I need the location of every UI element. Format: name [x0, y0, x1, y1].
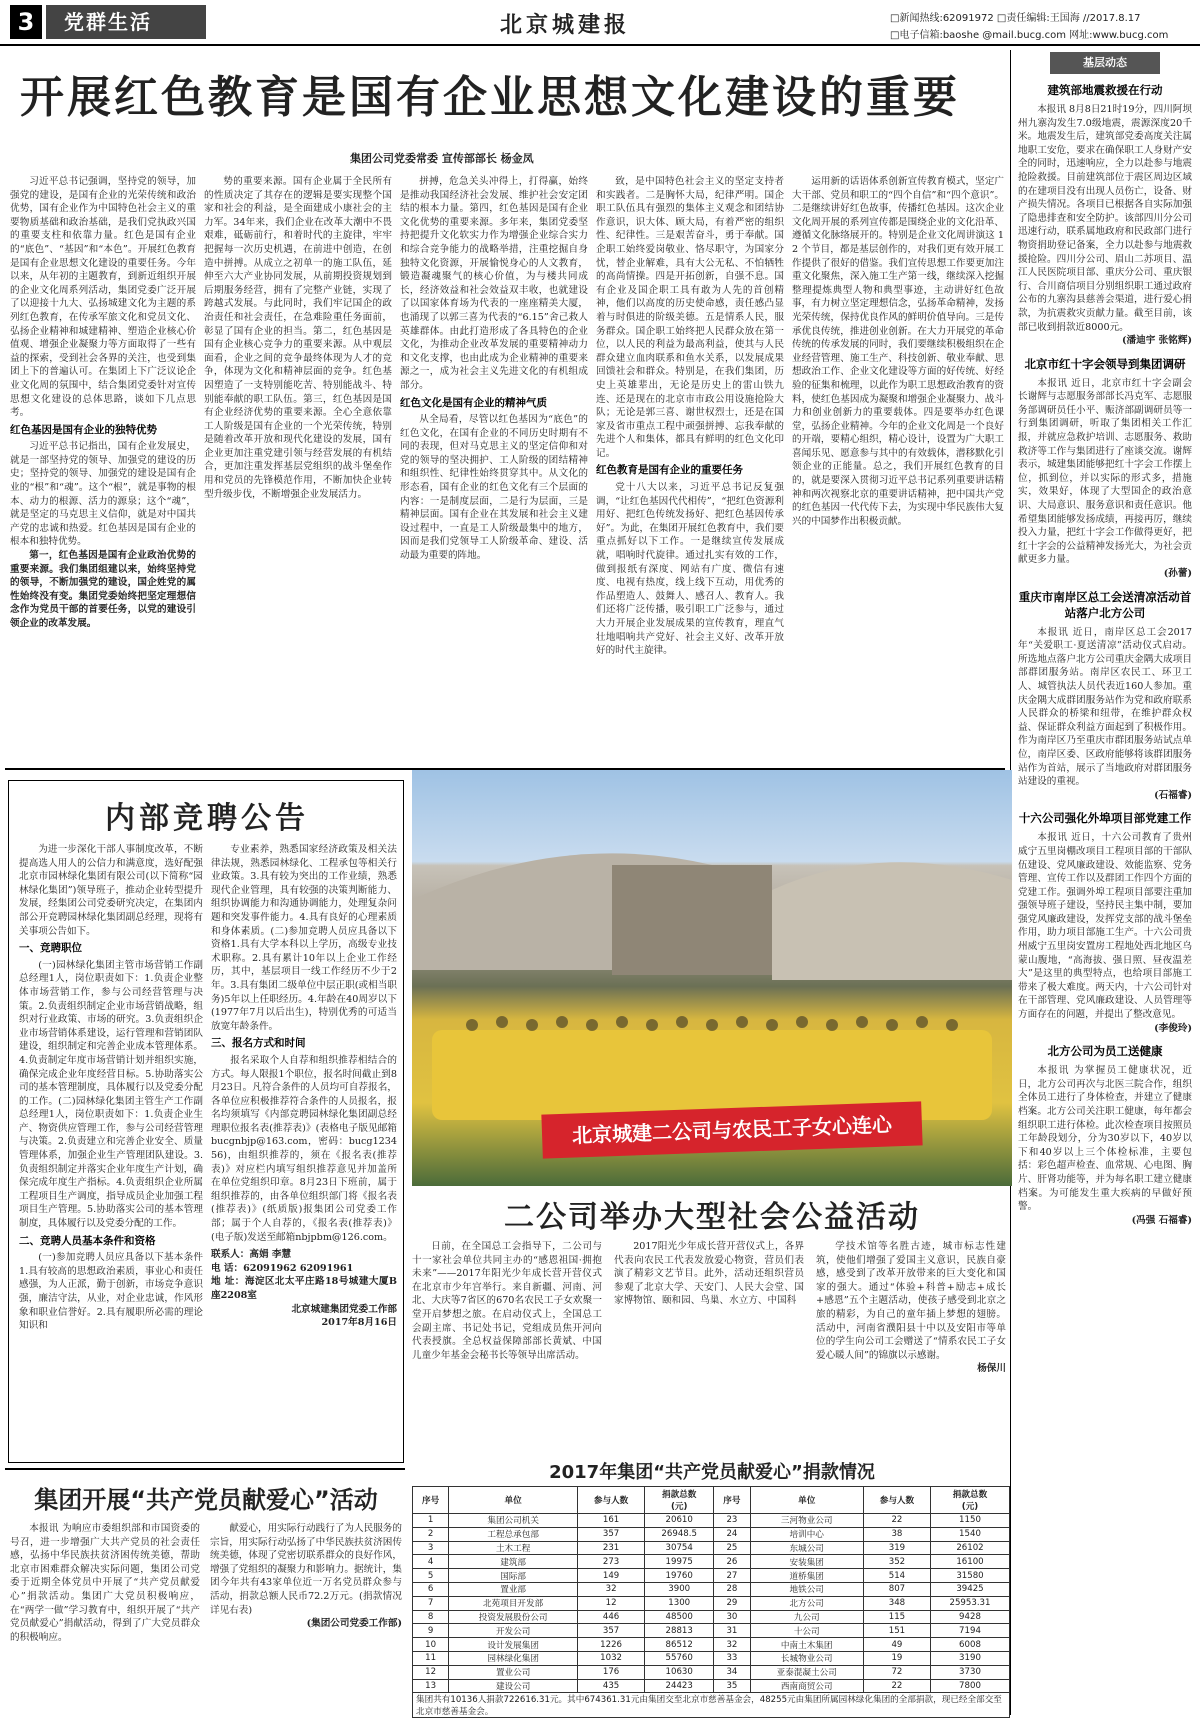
paragraph: 本报讯 8月8日21时19分，四川阿坝州九寨沟发生7.0级地震，震源深度20千米。地震发生后，建筑部党委高度关注属地职工安危，要求在确保职工人身财产安全的同时，迅速响应，全力以赴参与地震抢险救援。目前建筑部位于震区周边区域的在建项目没有出现人员伤亡，设备、财产损失情况。各项目已根据各自实际加强了隐患排查和安全防护。该部四川分公司迅速行动，联系属地政府和民政部门进行物资捐助登记备案，全力以赴参与地震救援抢险。四川分公司、眉山二苏项目、温江人民医院项目部、重庆分公司、重庆银行、合川商信项目分别组织职工通过政府公布的九寨沟县慈善会渠道，进行爱心捐款，为抗震救灾贡献力量。截至目前，该部已收到捐款近8000元。 — [1018, 104, 1192, 333]
notice-col2 — [211, 843, 397, 1455]
table-cell: 161 — [578, 1514, 645, 1528]
activity-col1 — [412, 1240, 602, 1450]
table-cell: 352 — [863, 1555, 930, 1569]
table-header-row — [413, 1487, 1010, 1514]
table-cell: 22 — [863, 1679, 930, 1692]
contact-info: 联系人：高娟 李慧 电 话：62091962 62091961 地 址：海淀区北太平庄路18号城建大厦B座2208室 — [211, 1249, 397, 1301]
subheading: 一、竞聘职位 — [19, 942, 82, 955]
table-cell: 3 — [413, 1541, 449, 1555]
table-row — [413, 1514, 1010, 1528]
paragraph: 第一，红色基因是国有企业政治优势的重要来源。我们集团组建以来，始终坚持党的领导，不断加强党的建设，国企姓党的属性始终没有变。集团党委始终把坚定理想信念作为党员干部的首要任务，以党的建设引领企业的改革发展。 — [10, 550, 196, 629]
paragraph: 运用新的话语体系创新宣传教育模式，坚定广大干部、党员和职工的“四个自信”和“四个意识”。二是继续讲好红色故事，传播红色基因。这次企业文化周开展的系列宣传都是围绕企业的文化沿革、遵循文化脉络展开的。特别是企业文化周讲演这 12 个节目，都是基层创作的，对我们更有效开展工作提供了很好的借鉴。我们宣传思想工作要更加注重文化聚焦，深入施工生产第一线，继续深入挖掘整理提炼典型人物和典型事迹，主动讲好红色故事，有力树立坚定理想信念，弘扬革命精神，发扬光荣传统，保持优良作风的鲜明价值导向。三是传承优良传统，推进创业创新。在大力开展党的革命传统的传承发展的同时，我们要继续积极组织在企业经营管理、施工生产、科技创新、敬业奉献、思想政治工作、企业文化建设等方面的好传统、好经验的征集和梳理，以此作为职工思想政治教育的资料，使红色基因成为凝聚和增强企业凝聚力、战斗力和创业创新力的重要载体。四是要举办红色课堂，弘扬企业精神。今年的企业文化周是一个良好的开端，要精心组织，精心设计，设置为广大职工喜闻乐见、愿意参与其中的有效载体，潜移默化引领企业的正能量。总之，我们开展红色教育的目的，就是要深入贯彻习近平总书记系列重要讲话精神和两次视察北京的重要讲话精神，把中国共产党的红色基因一代代传下去，为实现中华民族伟大复兴的中国梦作出积极贡献。 — [792, 176, 1004, 527]
table-cell: 培训中心 — [750, 1527, 863, 1541]
table-cell: 九公司 — [750, 1610, 863, 1624]
table-cell: 22 — [863, 1514, 930, 1528]
subheading: 红色基因是国有企业的独特优势 — [10, 423, 157, 436]
paragraph: 势的重要来源。国有企业属于全民所有的性质决定了其存在的逻辑是要实现整个国家和社会的利益，是全面建成小康社会的主力军。34年来，我们企业在改革大潮中不畏艰难，砥砺前行，和着时代的主旋律，牢牢把握每一次历史机遇，在前进中创造，在创造中拼搏。从成立之初单一的施工队伍，延伸至六大产业协同发展，从前期投资规划到后期服务经营，拥有了完整产业链，实现了跨越式发展。与此同时，我们牢记国企的政治责任和社会责任，在急难险重任务面前，彰显了国有企业的担当。第二，红色基因是国有企业核心竞争力的重要来源。从中观层面看，企业之间的竞争最终体现为人才的竞争，体现为文化和精神层面的竞争。红色基因塑造了一支特别能吃苦、特别能战斗、特别能奉献的职工队伍。第三，红色基因是国有企业经济优势的重要来源。全心全意依靠工人阶级是国有企业的一个光荣传统，特别是随着改革开放和现代化建设的发展，国有企业更加注重党建引领与经营发展的有机结合，更加注重发挥基层党组织的战斗堡垒作用和党员的先锋模范作用，不断加快企业转型升级步伐，不断增强企业发展活力。 — [204, 176, 392, 500]
table-cell: 11 — [413, 1651, 449, 1665]
table-cell: 7194 — [930, 1624, 1009, 1638]
table-cell: 30 — [714, 1610, 750, 1624]
table-cell: 55760 — [645, 1651, 714, 1665]
table-cell: 19975 — [645, 1555, 714, 1569]
table-cell: 26102 — [930, 1541, 1009, 1555]
recruitment-notice — [8, 780, 404, 1463]
table-cell: 园林绿化集团 — [449, 1651, 578, 1665]
table-cell: 北方公司 — [750, 1596, 863, 1610]
main-article-col5 — [792, 175, 1004, 765]
table-cell: 26 — [714, 1555, 750, 1569]
table-cell: 29 — [714, 1596, 750, 1610]
table-row — [413, 1527, 1010, 1541]
bottom-article-title: 集团开展“共产党员献爱心”活动 — [34, 1486, 378, 1514]
donation-footnote: 集团共有10136人捐款722616.31元。其中674361.31元由集团交至北京市慈善基金会，48255元由集团所属园林绿化集团的全部捐款，现已经全部交至北京市慈善基金会。 — [412, 1692, 1010, 1718]
table-row — [413, 1610, 1010, 1624]
table-cell: 西南商贸公司 — [750, 1679, 863, 1692]
table-cell: 31580 — [930, 1569, 1009, 1583]
page-number: 3 — [10, 5, 42, 39]
table-cell: 35 — [714, 1679, 750, 1692]
table-cell: 东城公司 — [750, 1541, 863, 1555]
donation-table-title: 2017年集团“共产党员献爱心”捐款情况 — [549, 1462, 875, 1483]
table-cell: 6008 — [930, 1638, 1009, 1652]
paragraph: (一)园林绿化集团主管市场营销工作副总经理1人，岗位职责如下：1.负责企业整体市场营销工作，参与公司经营管理与决策。2.负责组织制定企业市场营销战略，组织对行业政策、市场的研究。3.负责组织企业市场营销体系建设，运行管理和营销团队建设，组织制定和完善企业成本管理体系。4.负责制定年度市场营销计划并组织实施，确保完成企业年度经营目标。5.协助落实公司的基本管理制度，具体履行以及党委分配的工作。(二)园林绿化集团主管生产工作副总经理1人，岗位职责如下：1.负责企业生产、物资供应管理工作，参与公司经营管理与决策。2.负责建立和完善企业安全、质量管理体系，加强企业生产管理团队建设。3.负责组织制定并落实企业年度生产计划，确保完成年度生产指标。4.负责组织企业所属工程项目生产调度，指导成员企业加强工程项目生产管理。5.协助落实公司的基本管理制度，具体履行以及党委分配的工作。 — [19, 959, 203, 1230]
table-row — [413, 1624, 1010, 1638]
paragraph: (一)参加竞聘人员应具备以下基本条件1.具有较高的思想政治素质，事业心和责任感强，为人正派，勤于创新，市场竞争意识强，廉洁守法，从业，对企业忠诚，作风形象和职业信誉好。2.具有履职所必需的理论知识和 — [19, 1252, 203, 1332]
table-cell: 1540 — [930, 1527, 1009, 1541]
notice-col1 — [19, 843, 203, 1455]
table-cell: 20610 — [645, 1514, 714, 1528]
table-cell: 10630 — [645, 1665, 714, 1679]
table-cell: 工程总承包部 — [449, 1527, 578, 1541]
table-cell: 10 — [413, 1638, 449, 1652]
table-cell: 3900 — [645, 1582, 714, 1596]
sidebar-title: 重庆市南岸区总工会送清凉活动首站落户北方公司 — [1018, 589, 1192, 620]
table-cell: 7 — [413, 1596, 449, 1610]
sidebar-news — [1018, 52, 1192, 1717]
table-cell: 2 — [413, 1527, 449, 1541]
paragraph: 党十八大以来，习近平总书记反复强调，“让红色基因代代相传”，“把红色资源利用好、把红色传统发扬好、把红色基因传承好”。为此，在集团开展红色教育中，我们要重点抓好以下工作。一是继续宣传发展成就，唱响时代旋律。通过扎实有效的工作，做到报纸有深度、网站有广度、微信有速度、电视有热度，线上线下互动，用优秀的作品塑造人、鼓舞人、感召人、教育人。我们还将广泛传播，吸引职工广泛参与，通过大力开展企业发展成果的宣传教育，理直气壮地唱响共产党好、社会主义好、改革开放好的时代主旋律。 — [596, 482, 784, 657]
table-header-cell: 参与人数 — [863, 1487, 930, 1514]
table-cell: 中南土木集团 — [750, 1638, 863, 1652]
table-row — [413, 1569, 1010, 1583]
table-cell: 149 — [578, 1569, 645, 1583]
table-cell: 28 — [714, 1582, 750, 1596]
paragraph: 本报讯 近日，南岸区总工会2017年“关爱职工·夏送清凉”活动仪式启动。所选地点落户北方公司重庆金隅大成项目部群团服务站。南岸区农民工、环卫工人、城管执法人员代表近160人参加。重庆金隅大成群团服务站作为党和政府联系人民群众的桥梁和纽带，在维护群众权益、保证群众利益方面起到了积极作用。作为南岸区乃至重庆市群团服务站试点单位，南岸区委、区政府能够将该群团服务站作为首站，展示了当地政府对群团服务站建设的重视。 — [1018, 626, 1192, 788]
sidebar-title: 十六公司强化外埠项目部党建工作 — [1018, 811, 1192, 826]
table-cell: 319 — [863, 1541, 930, 1555]
table-header-cell: 序号 — [413, 1487, 449, 1514]
table-cell: 435 — [578, 1679, 645, 1692]
paragraph: 本报讯 近日，北京市红十字会副会长谢辉与志愿服务部部长冯克军、志愿服务部调研员任小平、赈济部副调研员等一行到集团调研，听取了集团相关工作汇报，并就应急救护培训、志愿服务、救助救济等工作与集团进行了座谈交流。谢辉表示，城建集团能够把红十字会工作摆上位，抓到位，并以实际的形式多，措施实，效果好，体现了大型国企的政治意识、大局意识、服务意识和责任意识。他希望集团能够发扬成绩，再接再厉，继续投入力量，把红十字会工作做得更好，把红十字会的公益精神发扬光大，为社会贡献更多力量。 — [1018, 377, 1192, 566]
table-cell: 26948.5 — [645, 1527, 714, 1541]
paragraph: 日前，在全国总工会指导下，二公司与十一家社会单位共同主办的“感恩祖国·拥抱未来”——2017年阳光少年成长营开营仪式在北京市少年宫举行。来自新疆、河南、河北、大庆等7省区的670名农民工子女欢聚一堂开启梦想之旅。在启动仪式上，全国总工会副主席、书记处书记，党组成员焦开河向代表授旗。全总权益保障部部长黄斌、中国儿童少年基金会秘书长等领导出席活动。 — [412, 1241, 602, 1361]
table-cell: 24423 — [645, 1679, 714, 1692]
main-article-col1 — [10, 175, 196, 765]
activity-title: 二公司举办大型社会公益活动 — [504, 1200, 920, 1235]
table-cell: 32 — [714, 1638, 750, 1652]
table-cell: 投资发展股份公司 — [449, 1610, 578, 1624]
page-header — [0, 0, 1200, 46]
table-cell: 7800 — [930, 1679, 1009, 1692]
table-cell: 9428 — [930, 1610, 1009, 1624]
table-header-cell: 参与人数 — [578, 1487, 645, 1514]
table-cell: 6 — [413, 1582, 449, 1596]
table-cell: 1150 — [930, 1514, 1009, 1528]
table-cell: 地铁公司 — [750, 1582, 863, 1596]
table-cell: 1 — [413, 1514, 449, 1528]
table-cell: 39425 — [930, 1582, 1009, 1596]
table-cell: 长城物业公司 — [750, 1651, 863, 1665]
notice-signature: 北京城建集团党委工作部 — [291, 1303, 397, 1315]
table-cell: 1032 — [578, 1651, 645, 1665]
byline: (潘迪宇 张铭辉) — [1122, 335, 1192, 347]
table-row — [413, 1665, 1010, 1679]
table-cell: 176 — [578, 1665, 645, 1679]
table-cell: 231 — [578, 1541, 645, 1555]
paragraph: 本报讯 近日，十六公司教育了贵州威宁五里岗棚改项目工程项目部的干部队伍建设、党风廉政建设、效能监察、党务管理、宣传工作以及群团工作四个方面的党建工作。强调外埠工程项目部要注重加强领导班子建设，坚持民主集中制，要加强党风廉政建设，发挥党支部的战斗堡垒作用，助力项目部施工生产。十六公司贵州威宁五里岗安置房工程地处西北地区乌蒙山腹地，“高海拔、强日照、昼夜温差大”是这里的典型特点，也给项目部施工带来了极大难度。两天内，十六公司针对在干部管理、党风廉政建设、人员管理等方面存在的问题，并提出了整改意见。 — [1018, 832, 1192, 1021]
table-row — [413, 1651, 1010, 1665]
table-cell: 1226 — [578, 1638, 645, 1652]
table-cell: 19760 — [645, 1569, 714, 1583]
donation-table-wrap — [412, 1486, 1010, 1692]
sidebar-title: 北京市红十字会领导到集团调研 — [1024, 356, 1186, 371]
table-cell: 24 — [714, 1527, 750, 1541]
paragraph: 报名采取个人自荐和组织推荐相结合的方式。每人限报1个职位，报名时间截止到8月23日。凡符合条件的人员均可自荐报名，各单位应积极推荐符合条件的人员报名，报名均须填写《内部竞聘园林绿化集团副总经理职位报名表(推荐表)》(表格电子版见邮箱bucgnbjp@163.com，密码：bucg123456)，由组织推荐的，须在《报名表(推荐表)》对应栏内填写组织推荐意见并加盖所在单位党组织印章。8月23日下班前，属于组织推荐的，由各单位组织部门将《报名表(推荐表)》(纸质版)报集团公司党委工作部；属于个人自荐的，《报名表(推荐表)》(电子版)发送至邮箱nbjpbm@126.com。 — [211, 1054, 397, 1243]
table-header-cell: 捐款总数 (元) — [930, 1487, 1009, 1514]
table-cell: 25953.31 — [930, 1596, 1009, 1610]
table-cell: 3190 — [930, 1651, 1009, 1665]
header-info-line1: □新闻热线:62091972 □责任编辑:王国海 //2017.8.17 — [890, 13, 1141, 24]
table-header-cell: 单位 — [750, 1487, 863, 1514]
table-cell: 48500 — [645, 1610, 714, 1624]
main-article-col3 — [400, 175, 588, 765]
paragraph: 学技术馆等名胜古迹，城市标志性建筑，使他们增强了爱国主义意识，民族自豪感，感受到了改革开放带来的巨大变化和国家的强大。通过“体验+科普+励志+成长+感恩”五个主题活动，使孩子感受到北京之旅的精彩，为自己的童年插上梦想的翅膀。活动中，河南省濮阳县十中以及安阳市等单位的学生向公司工会赠送了“情系农民工子女爱心暖人间”的锦旗以示感谢。 — [816, 1241, 1006, 1361]
paragraph: 拼搏，危急关头冲得上，打得赢，始终是推动我国经济社会发展、维护社会安定团结的根本力量。第四，红色基因是国有企业文化优势的重要来源。多年来，集团党委坚持把提升文化软实力作为增强企业综合实力和综合竞争能力的战略举措，注重挖掘自身独特文化资源，开展愉悦身心的人文教育，锻造凝魂聚气的核心价值，为与楼共同成长，经济效益和社会效益双丰收，也就建设了以国家体育场为代表的一座座精美大厦，也涌现了以郭三喜为代表的“6.15”舍己救人英雄群体。由此打造形成了各具特色的企业文化，为推动企业改革发展的重要精神动力和文化支撑，也由此成为企业精神的重要来源之一，成为社会主义先进文化的有机组成部分。 — [400, 176, 588, 391]
table-cell: 国际部 — [449, 1569, 578, 1583]
table-cell: 34 — [714, 1665, 750, 1679]
table-row — [413, 1555, 1010, 1569]
table-cell: 十公司 — [750, 1624, 863, 1638]
table-cell: 9 — [413, 1624, 449, 1638]
table-cell: 25 — [714, 1541, 750, 1555]
paragraph: 2017阳光少年成长营开营仪式上，各界代表向农民工代表发放爱心物资，营员们表演了精彩文艺节目。此外，活动还组织营员参观了北京大学、天安门、人民大会堂、国家博物馆、颐和园、鸟巢、水立方、中国科 — [614, 1241, 804, 1307]
notice-title: 内部竞聘公告 — [105, 801, 309, 836]
table-cell: 3730 — [930, 1665, 1009, 1679]
paragraph: 从全局看，尽管以红色基因为“底色”的红色文化，在国有企业的不同历史时期有不同的表现，但对马克思主义的坚定信仰和对党的领导的坚决拥护、工人阶级的团结精神和组织性、纪律性始终贯穿其中。从文化的形态看，国有企业的红色文化有三个层面的内容：一是制度层面，二是行为层面，三是精神层面。国有企业在其发展和社会主义建设过程中，一直是工人阶级最集中的地方，因而是我们党领导工人阶级革命、建设、活动最为重要的阵地。 — [400, 414, 588, 562]
table-cell: 16100 — [930, 1555, 1009, 1569]
newspaper-name: 北京城建报 — [500, 12, 631, 38]
table-cell: 27 — [714, 1569, 750, 1583]
table-cell: 置业公司 — [449, 1665, 578, 1679]
table-cell: 31 — [714, 1624, 750, 1638]
paragraph: 习近平总书记强调，坚持党的领导，加强党的建设，是国有企业的光荣传统和政治优势，国有企业作为中国特色社会主义的重要物质基础和政治基础，是我们党执政兴国的重要支柱和依靠力量。红色是国有企业的“底色”、“基因”和“本色”。开展红色教育是国有企业思想文化建设的重要任务。今年以来，从年初的主题教育，到新近组织开展的企业文化周系列活动，集团党委广泛开展了以迎接十九大、弘扬城建文化为主题的系列红色教育，在传承军旅文化和党员文化、弘扬企业精神和城建精神、塑造企业核心价值观、增强企业凝聚力等方面取得了一些有益的探索，受到社会各界的关注，也受到集团上下的普遍认可。在集团上下广泛议论企业文化周的氛围中，结合集团党委针对宣传思想文化建设的总体思路，谈如下几点思考。 — [10, 176, 196, 419]
table-cell: 32 — [578, 1582, 645, 1596]
paragraph: 本报讯 为响应市委组织部和市国资委的号召，进一步增强广大共产党员的社会责任感，弘扬中华民族扶贫济困传统美德，帮助北京市困难群众解决实际问题，集团公司党委于近期全体党员中开展了“共产党员献爱心”捐款活动。集团广大党员积极响应，在“两学一做”学习教育中，组织开展了“共产党员献爱心”捐献活动，得到了广大党员群众的积极响应。 — [10, 1523, 200, 1643]
table-cell: 设计发展集团 — [449, 1638, 578, 1652]
table-row — [413, 1596, 1010, 1610]
table-header-cell: 捐款总数 (元) — [645, 1487, 714, 1514]
sidebar-title: 北方公司为员工送健康 — [1047, 1044, 1163, 1059]
table-cell: 安装集团 — [750, 1555, 863, 1569]
table-cell: 72 — [863, 1665, 930, 1679]
table-cell: 38 — [863, 1527, 930, 1541]
byline: 杨保川 — [977, 1363, 1006, 1375]
paragraph: 习近平总书记指出，国有企业发展史，就是一部坚持党的领导、加强党的建设的历史；坚持党的领导、加强党的建设是国有企业的“根”和“魂”。这个“根”，就是事物的根本、动力的根源、活力的源泉；这个“魂”，就是坚定的马克思主义信仰，就是对中国共产党的忠诚和热爱。红色基因是国有企业的根本和独特优势。 — [10, 441, 196, 548]
donation-table — [412, 1486, 1010, 1692]
table-cell: 建设公司 — [449, 1679, 578, 1692]
table-cell: 446 — [578, 1610, 645, 1624]
paragraph: 致，是中国特色社会主义的坚定支持者和实践者。二是胸怀大局，纪律严明。国企职工队伍具有强烈的集体主义观念和团结协作意识，识大体、顾大局，有着严密的组织性、纪律性。三是艰苦奋斗，勇于奉献。国企职工始终爱岗敬业、恪尽职守，为国家分忧，替企业解难，具有大公无私、不怕牺牲的高尚情操。四是开拓创新，自强不息。国有企业及国企职工具有敢为人先的首创精神，他们以高度的历史使命感，责任感凸显着与时俱进的阶级美德。五是情系人民，服务群众。国企职工始终把人民群众放在第一位，以人民的利益为最高利益，使其与人民群众建立血肉联系和鱼水关系，以发展成果回馈社会和群众。特别是，在我们集团，历史上英雄辈出，无论是历史上的雷山铁九连、还是现在的北京市市政公用设施抢险大队；无论是郭三喜、谢世权烈士，还是在国家及省市重点工程中顽强拼搏、忘我奉献的先进个人和集体，都具有鲜明的红色文化印记。 — [596, 176, 784, 459]
subheading: 三、报名方式和时间 — [211, 1037, 306, 1050]
table-cell: 28813 — [645, 1624, 714, 1638]
subheading: 二、竞聘人员基本条件和资格 — [19, 1234, 156, 1247]
table-cell: 348 — [863, 1596, 930, 1610]
table-cell: 273 — [578, 1555, 645, 1569]
table-cell: 86512 — [645, 1638, 714, 1652]
table-cell: 12 — [578, 1596, 645, 1610]
table-header-cell: 单位 — [449, 1487, 578, 1514]
table-row — [413, 1541, 1010, 1555]
section-divider — [5, 1468, 405, 1470]
table-cell: 19 — [863, 1651, 930, 1665]
byline: (李俊玲) — [1154, 1022, 1192, 1034]
paragraph: 献爱心，用实际行动践行了为人民服务的宗旨，用实际行动弘扬了中华民族扶贫济困传统美德，体现了党密切联系群众的良好作风，增强了党组织的凝聚力和影响力。据统计，集团今年共有43家单位近一万名党员群众参与活动，捐款总额人民币72.2万元。(捐款情况详见右表) — [210, 1523, 402, 1616]
table-cell: 4 — [413, 1555, 449, 1569]
table-cell: 置业部 — [449, 1582, 578, 1596]
group-photo — [412, 770, 1012, 1186]
section-name: 党群生活 — [46, 5, 206, 39]
table-cell: 514 — [863, 1569, 930, 1583]
table-cell: 807 — [863, 1582, 930, 1596]
table-cell: 集团公司机关 — [449, 1514, 578, 1528]
main-article-col2 — [204, 175, 392, 765]
paragraph: 专业素养，熟悉国家经济政策及相关法律法规，熟悉园林绿化、工程承包等相关行业政策。3.具有较为突出的工作业绩，熟悉现代企业管理，具有较强的决策判断能力、组织协调能力和沟通协调能力，处理复杂问题和突发事件能力。4.具有良好的心理素质和身体素质。(二)参加竞聘人员应具备以下资格1.具有大学本科以上学历，高级专业技术职称。2.具有累计10年以上企业工作经历，其中，基层项目一线工作经历不少于2年。3.具有集团二级单位中层正职(或相当职务)5年以上任职经历。4.年龄在40周岁以下(1977年7月以后出生)，特别优秀的可适当放宽年龄条件。 — [211, 844, 397, 1032]
sidebar-tag: 基层动态 — [1050, 52, 1160, 74]
table-cell: 151 — [863, 1624, 930, 1638]
paragraph: 本报讯 为掌握员工健康状况，近日，北方公司再次与北医三院合作，组织全体员工进行了身体检查，并建立了健康档案。北方公司关注职工健康，每年都会组织职工进行体检。此次检查项目按照员工年龄段划分，分为30岁以下，40岁以下和40岁以上三个体检标准，主要包括：彩色超声检查、血常规、心电图、胸片、肝肾功能等，并为每名职工建立健康档案。为可能发生重大疾病的早做好预警。 — [1018, 1065, 1192, 1213]
byline: (石福睿) — [1154, 789, 1192, 801]
bottom-col1 — [10, 1522, 200, 1717]
table-cell: 1300 — [645, 1596, 714, 1610]
byline: (冯强 石福睿) — [1131, 1214, 1192, 1226]
bottom-col2 — [210, 1522, 402, 1717]
table-header-cell: 序号 — [714, 1487, 750, 1514]
table-cell: 建筑部 — [449, 1555, 578, 1569]
table-cell: 115 — [863, 1610, 930, 1624]
table-row — [413, 1638, 1010, 1652]
sidebar-title: 建筑部地震救援在行动 — [1047, 83, 1163, 97]
table-cell: 8 — [413, 1610, 449, 1624]
paragraph: 为进一步深化干部人事制度改革，不断提高选人用人的公信力和满意度，选好配强北京市园林绿化集团有限公司(以下简称“园林绿化集团”)领导班子，推动企业转型提升发展，经集团公司党委研究决定，在集团内部公开竞聘园林绿化集团副总经理，现将有关事项公告如下。 — [19, 844, 203, 937]
table-cell: 49 — [863, 1638, 930, 1652]
table-cell: 33 — [714, 1651, 750, 1665]
table-cell: 北苑项目开发部 — [449, 1596, 578, 1610]
table-cell: 道桥集团 — [750, 1569, 863, 1583]
main-headline: 开展红色教育是国有企业思想文化建设的重要 — [20, 72, 960, 123]
table-cell: 土木工程 — [449, 1541, 578, 1555]
table-cell: 30754 — [645, 1541, 714, 1555]
subheading: 红色文化是国有企业的精神气质 — [400, 396, 547, 409]
table-cell: 开发公司 — [449, 1624, 578, 1638]
header-info-line2: □电子信箱:baoshe @mail.bucg.com 网址:www.bucg.com — [890, 30, 1169, 41]
table-cell: 5 — [413, 1569, 449, 1583]
subheading: 红色教育是国有企业的重要任务 — [596, 464, 743, 477]
table-cell: 12 — [413, 1665, 449, 1679]
notice-date: 2017年8月16日 — [321, 1317, 397, 1329]
table-cell: 357 — [578, 1624, 645, 1638]
table-cell: 23 — [714, 1514, 750, 1528]
activity-col2 — [614, 1240, 804, 1450]
table-cell: 13 — [413, 1679, 449, 1692]
photo-banner: 北京城建二公司与农民工子女心连心 — [541, 1101, 922, 1158]
table-cell: 三河物业公司 — [750, 1514, 863, 1528]
byline: (孙蕾) — [1163, 568, 1192, 579]
main-article-col4 — [596, 175, 784, 765]
activity-col3 — [816, 1240, 1006, 1450]
table-cell: 亚泰混凝土公司 — [750, 1665, 863, 1679]
table-row — [413, 1582, 1010, 1596]
table-cell: 357 — [578, 1527, 645, 1541]
table-row — [413, 1679, 1010, 1692]
article-byline: 集团公司党委常委 宣传部部长 杨金凤 — [350, 152, 534, 165]
byline: (集团公司党委工作部) — [306, 1618, 402, 1630]
